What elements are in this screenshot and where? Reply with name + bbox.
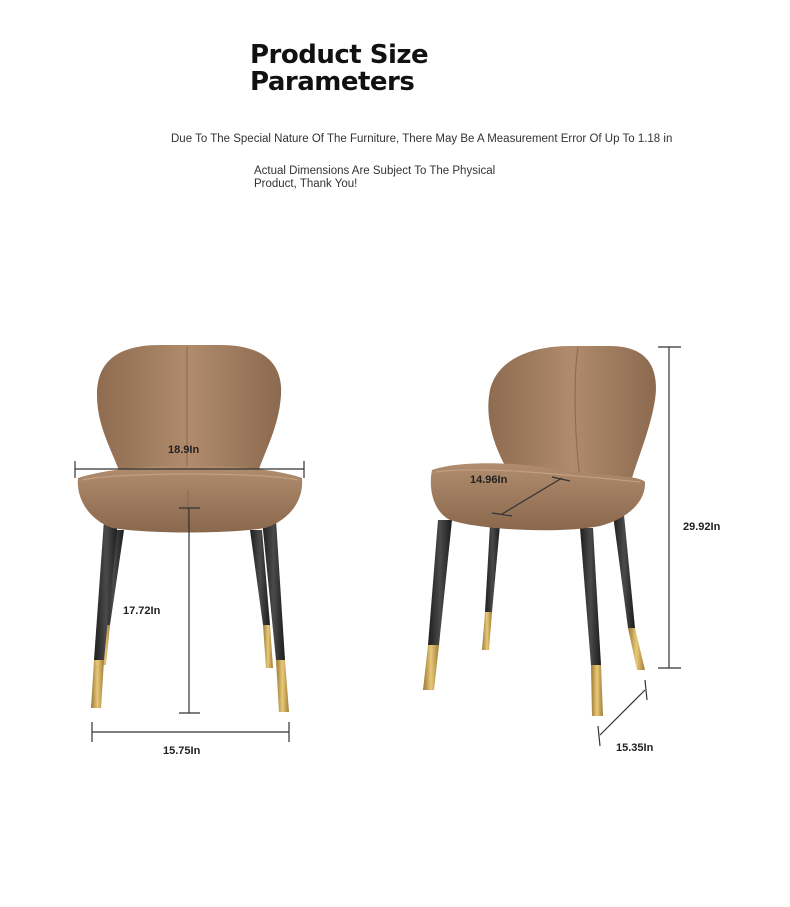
front-chair-back-legs <box>101 530 273 668</box>
leg-span-width-dimension-line <box>92 722 289 742</box>
leg-span-width-label: 15.75In <box>163 745 201 757</box>
leg-span-depth-label: 15.35In <box>616 742 654 754</box>
side-chair-rear-legs <box>482 515 645 670</box>
leg-span-depth-dimension-line <box>598 680 647 746</box>
total-height-label: 29.92In <box>683 521 721 533</box>
side-chair-front-legs <box>423 520 603 716</box>
front-chair-backrest <box>97 345 281 478</box>
total-height-dimension-line <box>658 347 681 668</box>
title-line-2: Parameters <box>250 67 415 97</box>
title-line-1: Product Size <box>250 40 429 70</box>
disclaimer-line-1: Actual Dimensions Are Subject To The Physical <box>254 165 496 177</box>
measurement-error-note: Due To The Special Nature Of The Furniture, There May Be A Measurement Error Of Up To 1.18 in <box>171 133 673 145</box>
side-chair <box>423 346 656 716</box>
seat-height-dimension-line <box>179 508 200 713</box>
seat-width-label: 18.9In <box>168 444 200 456</box>
front-chair <box>78 345 302 712</box>
side-chair-backrest <box>488 346 656 478</box>
seat-depth-label: 14.96In <box>470 474 508 486</box>
disclaimer-line-2: Product, Thank You! <box>254 178 358 190</box>
seat-height-label: 17.72In <box>123 605 161 617</box>
